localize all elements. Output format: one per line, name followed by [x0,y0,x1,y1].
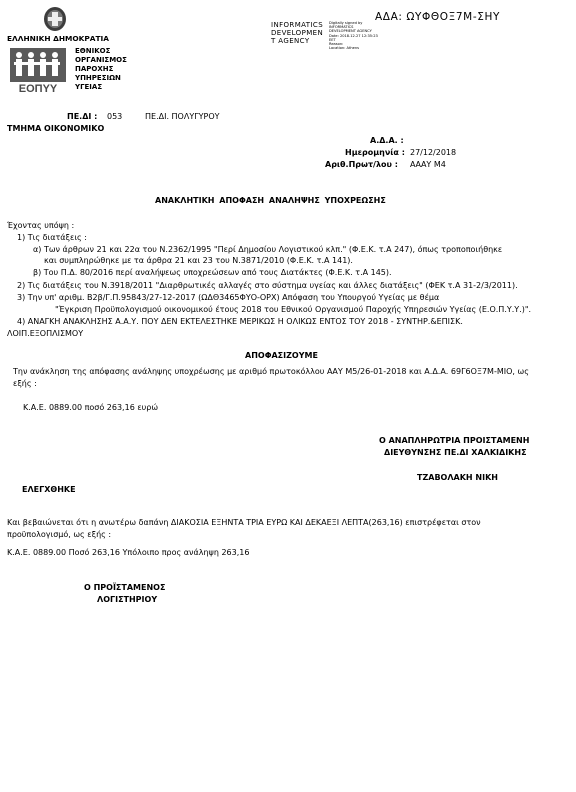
considering-item-3-cont: "Έγκριση Προϋπολογισμού οικονομικού έτους 2018 του Εθνικού Οργανισμού Παροχής Υπηρεσιών Υγείας (Ε.Ο.Π.Υ.Υ.)". [55,305,532,314]
informatics-agency-label: INFORMATICS DEVELOPMEN T AGENCY [271,21,324,45]
pedi-code: 053 [107,112,123,121]
considering-intro: Έχοντας υπόψη : [7,221,75,230]
signatory-name: ΤΖΑΒΟΛΑΚΗ ΝΙΚΗ [417,473,498,482]
decision-heading: ΑΠΟΦΑΣΙΖΟΥΜΕ [245,351,318,360]
signatory-title: Ο ΑΝΑΠΛΗΡΩΤΡΙΑ ΠΡΟΙΣΤΑΜΕΝΗ [379,436,530,445]
pedi-name: ΠΕ.ΔΙ. ΠΟΛΥΓΥΡΟΥ [145,112,220,121]
protocol-value: ΑΑΑΥ Μ4 [410,160,446,169]
considering-item-1: 1) Τις διατάξεις : [17,233,87,242]
considering-item-1a: α) Των άρθρων 21 και 22α του Ν.2362/1995 "Περί Δημοσίου Λογιστικού κλπ." (Φ.Ε.Κ. τ.Α 247), όπως τροποποιήθηκε [33,245,503,254]
accounting-title-cont: ΛΟΓΙΣΤΗΡΙΟΥ [97,595,158,604]
document-title: ΑΝΑΚΛΗΤΙΚΗ ΑΠΟΦΑΣΗ ΑΝΑΛΗΨΗΣ ΥΠΟΧΡΕΩΣΗΣ [155,196,386,205]
protocol-label: Αριθ.Πρωτ/λου : [325,160,398,169]
decision-text: Την ανάκληση της απόφασης ανάληψης υποχρέωσης με αριθμό πρωτοκόλλου ΑΑΥ Μ5/26-01-2018 και Α.Δ.Α. 69Γ6ΟΞ7Μ-ΜΙΟ, ως [13,367,529,376]
decision-text-cont: εξής : [13,379,37,388]
considering-item-1a-cont: και συμπληρώθηκε με τα άρθρα 21 και 23 του Ν.3871/2010 (Φ.Ε.Κ. τ.Α 141). [44,256,353,265]
date-label: Ημερομηνία : [345,148,405,157]
considering-item-3: 3) Την υπ' αριθμ. Β2β/Γ.Π.95843/27-12-2017 (ΩΔΘ3465ΦΥΟ-ΟΡΧ) Απόφαση του Υπουργού Υγείας με θέμα [17,293,440,302]
confirmation-text-cont: προϋπολογισμό, ως εξής : [7,530,112,539]
eopyy-logo-icon [10,48,66,94]
signatory-title-cont: ΔΙΕΥΘΥΝΣΗΣ ΠΕ.ΔΙ ΧΑΛΚΙΔΙΚΗΣ [384,448,527,457]
agency-name: ΕΘΝΙΚΟΣ ΟΡΓΑΝΙΣΜΟΣ ΠΑΡΟΧΗΣ ΥΠΗΡΕΣΙΩΝ ΥΓΕΙΑΣ [75,47,127,91]
state-label: ΕΛΛΗΝΙΚΗ ΔΗΜΟΚΡΑΤΙΑ [7,34,110,43]
considering-item-4-cont: ΛΟΙΠ.ΕΞΟΠΛΙΣΜΟΥ [7,329,84,338]
audit-kae-line: Κ.Α.Ε. 0889.00 Ποσό 263,16 Υπόλοιπο προς ανάληψη 263,16 [7,548,250,557]
considering-item-4: 4) ΑΝΑΓΚΗ ΑΝΑΚΛΗΣΗΣ Α.Α.Υ. ΠΟΥ ΔΕΝ ΕΚΤΕΛΕΣΤΗΚΕ ΜΕΡΙΚΩΣ Η ΟΛΙΚΩΣ ΕΝΤΟΣ ΤΟΥ 2018 - ΣΥΝΤΗΡ.&ΕΠΙΣΚ. [17,317,463,326]
accounting-title: Ο ΠΡΟΪΣΤΑΜΕΝΟΣ [84,583,166,592]
digital-signature-block: Digitally signed by INFORMATICS DEVELOPMENT AGENCY Date: 2018.12.27 12:35:23 EET Reason: Location: Athens [329,21,378,51]
decision-kae-line: Κ.Α.Ε. 0889.00 ποσό 263,16 ευρώ [23,403,159,412]
considering-item-2: 2) Τις διατάξεις του Ν.3918/2011 "Διαρθρωτικές αλλαγές στο σύστημα υγείας και άλλες διατάξεις" (ΦΕΚ τ.Α 31-2/3/2011). [17,281,518,290]
department-label: ΤΜΗΜΑ ΟΙΚΟΝΟΜΙΚΟ [7,124,105,133]
eopyy-logo-text: ΕΟΠΥΥ [18,83,58,94]
date-value: 27/12/2018 [410,148,457,157]
ada-top-label: ΑΔΑ: ΩΥΦΘΟΞ7Μ-ΣΗΥ [375,11,500,23]
confirmation-text: Και βεβαιώνεται ότι η ανωτέρω δαπάνη ΔΙΑΚΟΣΙΑ ΕΞΗΝΤΑ ΤΡΙΑ ΕΥΡΩ ΚΑΙ ΔΕΚΑΕΞΙ ΛΕΠΤΑ(263,16) επιστρέφεται στον [7,518,481,527]
ada-label: Α.Δ.Α. : [370,136,404,145]
pedi-label: ΠΕ.ΔΙ : [67,112,98,121]
considering-item-1b: β) Του Π.Δ. 80/2016 περί αναλήψεως υποχρεώσεων από τους Διατάκτες (Φ.Ε.Κ. τ.Α 145). [33,268,392,277]
checked-label: ΕΛΕΓΧΘΗΚΕ [22,485,76,494]
greek-state-emblem-icon [43,6,67,32]
